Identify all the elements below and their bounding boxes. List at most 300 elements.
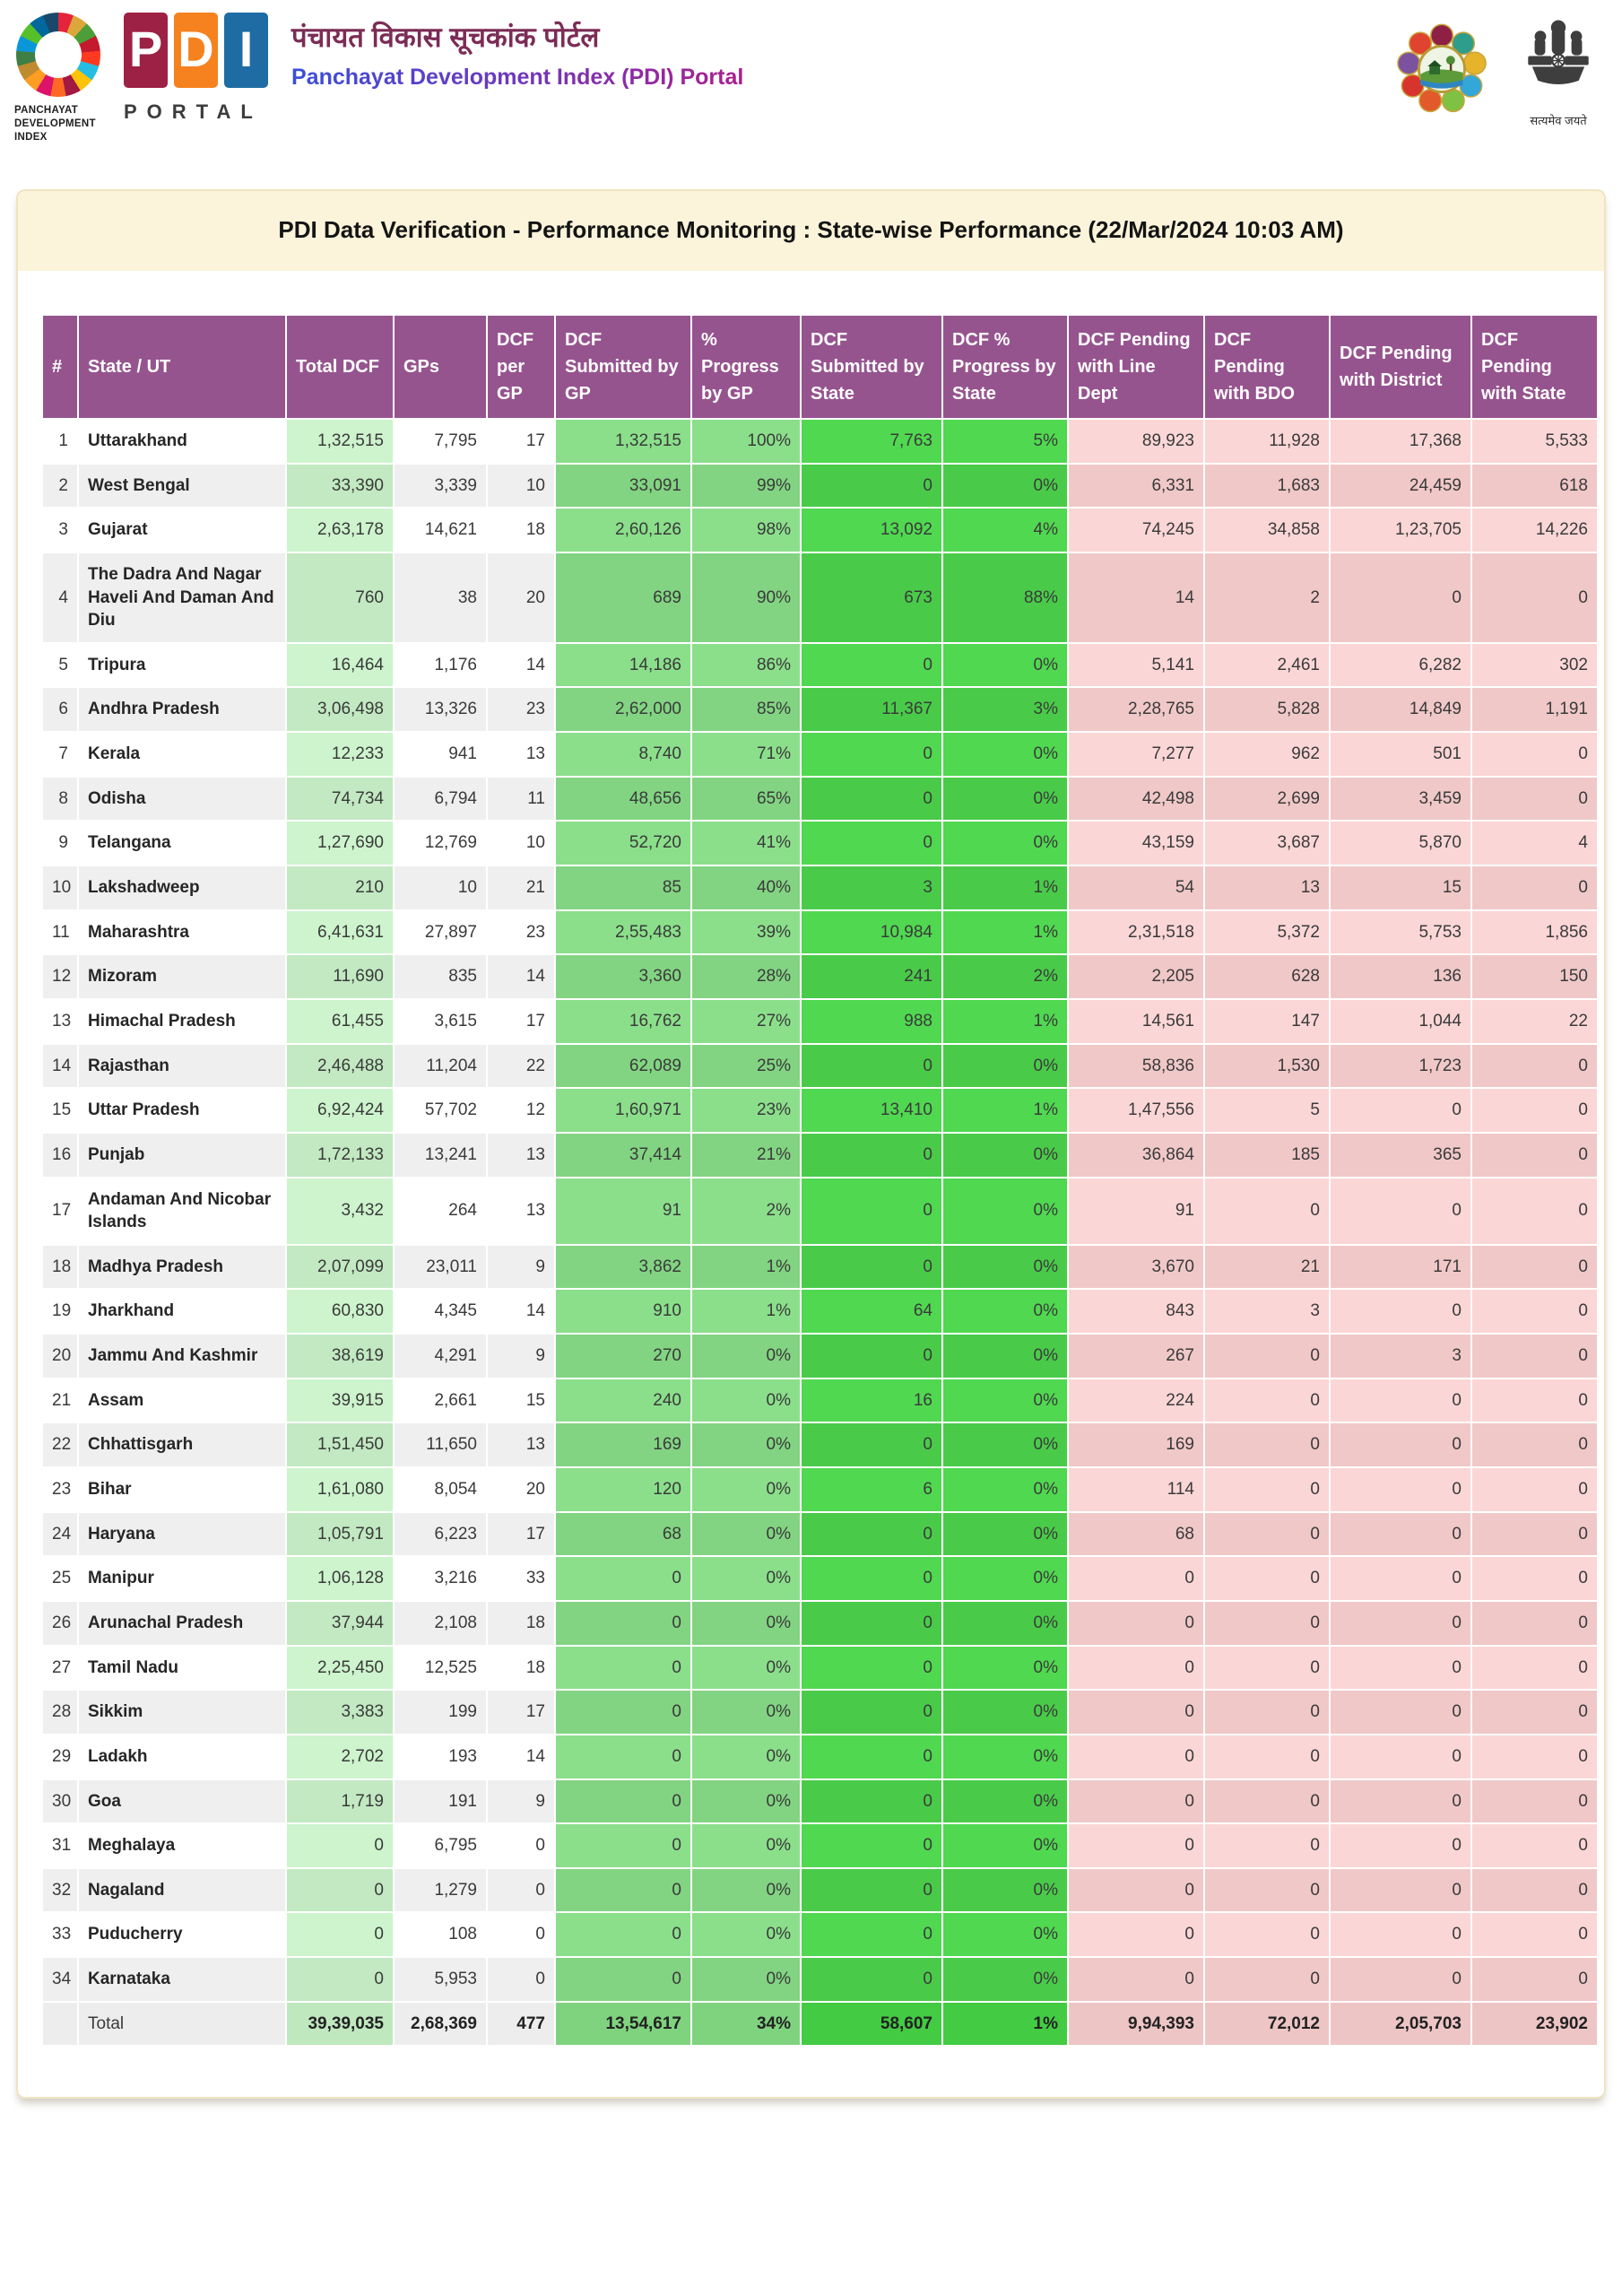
row-index-cell: 34 xyxy=(42,1957,78,2002)
value-cell: 11,928 xyxy=(1204,419,1330,464)
value-cell: 0% xyxy=(691,1512,801,1557)
ministry-panchayati-raj-logo-icon xyxy=(1389,16,1495,122)
value-cell: 4% xyxy=(942,508,1068,552)
table-row xyxy=(42,1823,1598,1868)
state-name-cell: Andaman And Nicobar Islands xyxy=(78,1178,286,1245)
value-cell: 0% xyxy=(942,464,1068,509)
value-cell: 136 xyxy=(1330,954,1471,999)
value-cell: 17 xyxy=(487,419,555,464)
row-index-cell: 30 xyxy=(42,1779,78,1824)
table-row xyxy=(42,552,1598,643)
state-name-cell: Sikkim xyxy=(78,1690,286,1735)
col-header-dcf-submitted-by-state[interactable]: DCF Submitted by State xyxy=(801,315,942,419)
state-name-cell: Puducherry xyxy=(78,1912,286,1957)
value-cell: 0 xyxy=(1330,1912,1471,1957)
value-cell: 12 xyxy=(487,1088,555,1133)
value-cell: 33 xyxy=(487,1556,555,1601)
value-cell: 0 xyxy=(1471,1422,1598,1467)
value-cell: 0 xyxy=(1471,1044,1598,1089)
value-cell: 6,331 xyxy=(1068,464,1204,509)
value-cell: 1,05,791 xyxy=(286,1512,394,1557)
value-cell: 0% xyxy=(942,1601,1068,1646)
value-cell: 0 xyxy=(801,1556,942,1601)
value-cell: 0% xyxy=(942,777,1068,822)
value-cell: 0 xyxy=(1471,1601,1598,1646)
value-cell: 5,828 xyxy=(1204,687,1330,732)
value-cell: 14 xyxy=(487,643,555,688)
value-cell: 100% xyxy=(691,419,801,464)
value-cell: 14,561 xyxy=(1068,999,1204,1044)
value-cell: 0 xyxy=(801,1779,942,1824)
state-name-cell: Rajasthan xyxy=(78,1044,286,1089)
value-cell: 264 xyxy=(394,1178,487,1245)
value-cell: 64 xyxy=(801,1289,942,1334)
value-cell: 941 xyxy=(394,732,487,777)
value-cell: 52,720 xyxy=(555,821,691,865)
report-card xyxy=(16,189,1606,2099)
value-cell: 5,870 xyxy=(1330,821,1471,865)
table-row xyxy=(42,1735,1598,1779)
value-cell: 1,32,515 xyxy=(555,419,691,464)
value-cell: 3,360 xyxy=(555,954,691,999)
col-header-total-dcf[interactable]: Total DCF xyxy=(286,315,394,419)
value-cell: 2,07,099 xyxy=(286,1245,394,1290)
value-cell: 0 xyxy=(1068,1912,1204,1957)
value-cell: 0 xyxy=(801,464,942,509)
value-cell: 9 xyxy=(487,1334,555,1378)
value-cell: 1% xyxy=(942,910,1068,955)
value-cell: 5,533 xyxy=(1471,419,1598,464)
value-cell: 2,46,488 xyxy=(286,1044,394,1089)
value-cell: 36,864 xyxy=(1068,1133,1204,1178)
value-cell: 114 xyxy=(1068,1467,1204,1512)
value-cell: 0 xyxy=(1204,1779,1330,1824)
value-cell: 150 xyxy=(1471,954,1598,999)
pdi-logo-caption xyxy=(14,104,122,144)
value-cell: 0% xyxy=(942,1690,1068,1735)
value-cell: 3 xyxy=(1330,1334,1471,1378)
value-cell: 13 xyxy=(487,732,555,777)
col-header-gps[interactable]: GPs xyxy=(394,315,487,419)
value-cell: 0 xyxy=(1471,1178,1598,1245)
value-cell: 0% xyxy=(691,1422,801,1467)
state-name-cell: Nagaland xyxy=(78,1868,286,1913)
pdi-logo xyxy=(14,13,268,144)
value-cell: 33,390 xyxy=(286,464,394,509)
value-cell: 11,690 xyxy=(286,954,394,999)
value-cell: 3,216 xyxy=(394,1556,487,1601)
state-name-cell: Punjab xyxy=(78,1133,286,1178)
value-cell: 0% xyxy=(691,1646,801,1691)
value-cell: 0 xyxy=(801,1735,942,1779)
value-cell: 57,702 xyxy=(394,1088,487,1133)
table-row xyxy=(42,1178,1598,1245)
value-cell: 22 xyxy=(487,1044,555,1089)
value-cell: 0 xyxy=(555,1912,691,1957)
value-cell: 628 xyxy=(1204,954,1330,999)
value-cell: 365 xyxy=(1330,1133,1471,1178)
value-cell: 0 xyxy=(555,1823,691,1868)
value-cell: 17,368 xyxy=(1330,419,1471,464)
state-name-cell: Tripura xyxy=(78,643,286,688)
performance-table-container xyxy=(18,271,1604,2097)
value-cell: 3,615 xyxy=(394,999,487,1044)
col-header-dcf-pending-state[interactable]: DCF Pending with State xyxy=(1471,315,1598,419)
value-cell: 12,769 xyxy=(394,821,487,865)
value-cell: 0 xyxy=(801,1133,942,1178)
state-name-cell: Haryana xyxy=(78,1512,286,1557)
value-cell: 1,60,971 xyxy=(555,1088,691,1133)
value-cell: 4,291 xyxy=(394,1334,487,1378)
value-cell: 0% xyxy=(691,1779,801,1824)
value-cell: 1,176 xyxy=(394,643,487,688)
col-header-progress-by-gp[interactable]: % Progress by GP xyxy=(691,315,801,419)
report-title: PDI Data Verification - Performance Monitoring : State-wise Performance (22/Mar/2024 10:03 AM) xyxy=(278,216,1344,243)
col-header-index[interactable]: # xyxy=(42,315,78,419)
value-cell: 835 xyxy=(394,954,487,999)
table-row xyxy=(42,1467,1598,1512)
value-cell: 0 xyxy=(1330,1601,1471,1646)
value-cell: 17 xyxy=(487,999,555,1044)
value-cell: 0 xyxy=(1068,1601,1204,1646)
value-cell: 1,683 xyxy=(1204,464,1330,509)
value-cell: 0% xyxy=(942,1556,1068,1601)
state-name-cell: West Bengal xyxy=(78,464,286,509)
value-cell: 0% xyxy=(691,1378,801,1423)
value-cell: 3,432 xyxy=(286,1178,394,1245)
value-cell: 1,23,705 xyxy=(1330,508,1471,552)
value-cell: 0 xyxy=(1330,1957,1471,2002)
row-index-cell: 1 xyxy=(42,419,78,464)
state-name-cell: Jharkhand xyxy=(78,1289,286,1334)
value-cell: 0 xyxy=(1330,552,1471,643)
total-value-cell: 477 xyxy=(487,2002,555,2047)
value-cell: 0 xyxy=(1471,1912,1598,1957)
value-cell: 1,719 xyxy=(286,1779,394,1824)
value-cell: 0% xyxy=(942,1823,1068,1868)
value-cell: 13 xyxy=(487,1422,555,1467)
value-cell: 0 xyxy=(801,1690,942,1735)
col-header-dcf-per-gp[interactable]: DCF per GP xyxy=(487,315,555,419)
row-index-cell: 15 xyxy=(42,1088,78,1133)
value-cell: 13 xyxy=(1204,865,1330,910)
value-cell: 7,763 xyxy=(801,419,942,464)
value-cell: 62,089 xyxy=(555,1044,691,1089)
value-cell: 37,414 xyxy=(555,1133,691,1178)
col-header-state-ut[interactable]: State / UT xyxy=(78,315,286,419)
value-cell: 2,699 xyxy=(1204,777,1330,822)
col-header-dcf-progress-by-state[interactable]: DCF % Progress by State xyxy=(942,315,1068,419)
value-cell: 5,753 xyxy=(1330,910,1471,955)
value-cell: 0 xyxy=(1330,1178,1471,1245)
col-header-dcf-pending-district[interactable]: DCF Pending with District xyxy=(1330,315,1471,419)
statewise-performance-table xyxy=(41,314,1599,2047)
total-value-cell: 23,902 xyxy=(1471,2002,1598,2047)
value-cell: 13,241 xyxy=(394,1133,487,1178)
value-cell: 0 xyxy=(1471,1868,1598,1913)
table-row xyxy=(42,1088,1598,1133)
state-name-cell: Bihar xyxy=(78,1467,286,1512)
value-cell: 0 xyxy=(1471,1646,1598,1691)
value-cell: 193 xyxy=(394,1735,487,1779)
value-cell: 14,226 xyxy=(1471,508,1598,552)
value-cell: 1,61,080 xyxy=(286,1467,394,1512)
value-cell: 0% xyxy=(691,1690,801,1735)
total-value-cell: 34% xyxy=(691,2002,801,2047)
value-cell: 0 xyxy=(1330,1779,1471,1824)
value-cell: 0 xyxy=(286,1823,394,1868)
value-cell: 0% xyxy=(942,1245,1068,1290)
value-cell: 18 xyxy=(487,1601,555,1646)
value-cell: 61,455 xyxy=(286,999,394,1044)
row-index-cell: 17 xyxy=(42,1178,78,1245)
value-cell: 0 xyxy=(1204,1422,1330,1467)
value-cell: 0% xyxy=(942,1334,1068,1378)
value-cell: 2,28,765 xyxy=(1068,687,1204,732)
value-cell: 1,32,515 xyxy=(286,419,394,464)
value-cell: 8,740 xyxy=(555,732,691,777)
value-cell: 16,762 xyxy=(555,999,691,1044)
value-cell: 1% xyxy=(691,1289,801,1334)
value-cell: 21 xyxy=(1204,1245,1330,1290)
state-name-cell: Uttarakhand xyxy=(78,419,286,464)
value-cell: 7,277 xyxy=(1068,732,1204,777)
value-cell: 0 xyxy=(801,1957,942,2002)
value-cell: 58,836 xyxy=(1068,1044,1204,1089)
value-cell: 0 xyxy=(1330,1088,1471,1133)
value-cell: 43,159 xyxy=(1068,821,1204,865)
value-cell: 224 xyxy=(1068,1378,1204,1423)
row-index-cell: 5 xyxy=(42,643,78,688)
value-cell: 1,27,690 xyxy=(286,821,394,865)
value-cell: 1% xyxy=(942,865,1068,910)
state-name-cell: Kerala xyxy=(78,732,286,777)
value-cell: 0 xyxy=(1330,1289,1471,1334)
value-cell: 0 xyxy=(286,1912,394,1957)
value-cell: 71% xyxy=(691,732,801,777)
value-cell: 1,279 xyxy=(394,1868,487,1913)
table-row xyxy=(42,508,1598,552)
value-cell: 5,953 xyxy=(394,1957,487,2002)
state-name-cell: Maharashtra xyxy=(78,910,286,955)
value-cell: 2,461 xyxy=(1204,643,1330,688)
total-value-cell xyxy=(42,2002,78,2047)
table-row xyxy=(42,999,1598,1044)
value-cell: 1% xyxy=(942,1088,1068,1133)
total-value-cell: 39,39,035 xyxy=(286,2002,394,2047)
row-index-cell: 33 xyxy=(42,1912,78,1957)
row-index-cell: 11 xyxy=(42,910,78,955)
table-row xyxy=(42,777,1598,822)
value-cell: 0 xyxy=(555,1957,691,2002)
row-index-cell: 12 xyxy=(42,954,78,999)
value-cell: 1% xyxy=(942,999,1068,1044)
table-row xyxy=(42,419,1598,464)
value-cell: 0 xyxy=(555,1556,691,1601)
table-row xyxy=(42,1690,1598,1735)
row-index-cell: 32 xyxy=(42,1868,78,1913)
value-cell: 0% xyxy=(942,1133,1068,1178)
value-cell: 169 xyxy=(555,1422,691,1467)
table-row xyxy=(42,1289,1598,1334)
value-cell: 0 xyxy=(1068,1646,1204,1691)
value-cell: 88% xyxy=(942,552,1068,643)
row-index-cell: 23 xyxy=(42,1467,78,1512)
value-cell: 171 xyxy=(1330,1245,1471,1290)
value-cell: 16 xyxy=(801,1378,942,1423)
value-cell: 14 xyxy=(487,954,555,999)
table-row xyxy=(42,1646,1598,1691)
state-name-cell: Goa xyxy=(78,1779,286,1824)
value-cell: 12,525 xyxy=(394,1646,487,1691)
value-cell: 0% xyxy=(942,1646,1068,1691)
value-cell: 0 xyxy=(1471,1957,1598,2002)
value-cell: 0 xyxy=(801,1334,942,1378)
value-cell: 0% xyxy=(691,1912,801,1957)
value-cell: 0% xyxy=(942,643,1068,688)
value-cell: 13 xyxy=(487,1178,555,1245)
value-cell: 22 xyxy=(1471,999,1598,1044)
value-cell: 6,282 xyxy=(1330,643,1471,688)
row-index-cell: 7 xyxy=(42,732,78,777)
value-cell: 15 xyxy=(487,1378,555,1423)
state-name-cell: Gujarat xyxy=(78,508,286,552)
row-index-cell: 13 xyxy=(42,999,78,1044)
table-header-row xyxy=(42,315,1598,419)
value-cell: 0% xyxy=(942,1422,1068,1467)
value-cell: 0% xyxy=(942,1512,1068,1557)
value-cell: 0 xyxy=(801,1646,942,1691)
value-cell: 15 xyxy=(1330,865,1471,910)
table-row xyxy=(42,464,1598,509)
value-cell: 0% xyxy=(942,1289,1068,1334)
state-name-cell: Chhattisgarh xyxy=(78,1422,286,1467)
value-cell: 0 xyxy=(801,1912,942,1957)
value-cell: 91 xyxy=(1068,1178,1204,1245)
value-cell: 4 xyxy=(1471,821,1598,865)
state-name-cell: The Dadra And Nagar Haveli And Daman And Diu xyxy=(78,552,286,643)
value-cell: 21% xyxy=(691,1133,801,1178)
state-name-cell: Odisha xyxy=(78,777,286,822)
table-row xyxy=(42,687,1598,732)
value-cell: 0 xyxy=(1471,1133,1598,1178)
row-index-cell: 20 xyxy=(42,1334,78,1378)
value-cell: 6,41,631 xyxy=(286,910,394,955)
value-cell: 0 xyxy=(487,1823,555,1868)
total-value-cell: 13,54,617 xyxy=(555,2002,691,2047)
row-index-cell: 9 xyxy=(42,821,78,865)
value-cell: 2,702 xyxy=(286,1735,394,1779)
table-row xyxy=(42,910,1598,955)
value-cell: 14,621 xyxy=(394,508,487,552)
col-header-dcf-pending-bdo[interactable]: DCF Pending with BDO xyxy=(1204,315,1330,419)
value-cell: 0 xyxy=(1471,1245,1598,1290)
value-cell: 0 xyxy=(1330,1823,1471,1868)
state-name-cell: Assam xyxy=(78,1378,286,1423)
value-cell: 48,656 xyxy=(555,777,691,822)
value-cell: 0 xyxy=(1471,1088,1598,1133)
value-cell: 673 xyxy=(801,552,942,643)
row-index-cell: 14 xyxy=(42,1044,78,1089)
value-cell: 199 xyxy=(394,1690,487,1735)
col-header-dcf-submitted-by-gp[interactable]: DCF Submitted by GP xyxy=(555,315,691,419)
value-cell: 0% xyxy=(942,1912,1068,1957)
value-cell: 23% xyxy=(691,1088,801,1133)
value-cell: 0 xyxy=(1204,1912,1330,1957)
value-cell: 0% xyxy=(942,1467,1068,1512)
value-cell: 0 xyxy=(1204,1601,1330,1646)
value-cell: 1,47,556 xyxy=(1068,1088,1204,1133)
value-cell: 0 xyxy=(1471,865,1598,910)
col-header-dcf-pending-line-dept[interactable]: DCF Pending with Line Dept xyxy=(1068,315,1204,419)
value-cell: 2,60,126 xyxy=(555,508,691,552)
value-cell: 16,464 xyxy=(286,643,394,688)
national-emblem-caption: सत्यमेव जयते xyxy=(1530,114,1587,127)
row-index-cell: 2 xyxy=(42,464,78,509)
value-cell: 1,530 xyxy=(1204,1044,1330,1089)
value-cell: 0% xyxy=(942,1044,1068,1089)
value-cell: 0 xyxy=(1471,1467,1598,1512)
value-cell: 85 xyxy=(555,865,691,910)
row-index-cell: 16 xyxy=(42,1133,78,1178)
value-cell: 2,205 xyxy=(1068,954,1204,999)
table-row xyxy=(42,1044,1598,1089)
state-name-cell: Madhya Pradesh xyxy=(78,1245,286,1290)
state-name-cell: Telangana xyxy=(78,821,286,865)
value-cell: 10 xyxy=(487,464,555,509)
row-index-cell: 3 xyxy=(42,508,78,552)
value-cell: 2% xyxy=(691,1178,801,1245)
value-cell: 54 xyxy=(1068,865,1204,910)
value-cell: 267 xyxy=(1068,1334,1204,1378)
value-cell: 98% xyxy=(691,508,801,552)
row-index-cell: 31 xyxy=(42,1823,78,1868)
value-cell: 3,862 xyxy=(555,1245,691,1290)
value-cell: 86% xyxy=(691,643,801,688)
table-row xyxy=(42,954,1598,999)
value-cell: 42,498 xyxy=(1068,777,1204,822)
value-cell: 85% xyxy=(691,687,801,732)
value-cell: 2,63,178 xyxy=(286,508,394,552)
value-cell: 0 xyxy=(1068,1690,1204,1735)
value-cell: 0 xyxy=(801,1868,942,1913)
value-cell: 10 xyxy=(394,865,487,910)
value-cell: 0 xyxy=(1471,777,1598,822)
value-cell: 14 xyxy=(487,1735,555,1779)
value-cell: 6 xyxy=(801,1467,942,1512)
value-cell: 0% xyxy=(942,1868,1068,1913)
value-cell: 0 xyxy=(801,1178,942,1245)
value-cell: 5,372 xyxy=(1204,910,1330,955)
value-cell: 0 xyxy=(1330,1556,1471,1601)
total-value-cell: 58,607 xyxy=(801,2002,942,2047)
value-cell: 7,795 xyxy=(394,419,487,464)
value-cell: 0% xyxy=(942,732,1068,777)
value-cell: 17 xyxy=(487,1512,555,1557)
value-cell: 3% xyxy=(942,687,1068,732)
row-index-cell: 25 xyxy=(42,1556,78,1601)
value-cell: 618 xyxy=(1471,464,1598,509)
value-cell: 240 xyxy=(555,1378,691,1423)
value-cell: 3,687 xyxy=(1204,821,1330,865)
portal-title-hindi: पंचायत विकास सूचकांक पोर्टल xyxy=(291,22,600,53)
value-cell: 0 xyxy=(487,1912,555,1957)
value-cell: 0% xyxy=(691,1735,801,1779)
value-cell: 6,794 xyxy=(394,777,487,822)
value-cell: 147 xyxy=(1204,999,1330,1044)
value-cell: 0 xyxy=(1471,732,1598,777)
table-row xyxy=(42,1912,1598,1957)
